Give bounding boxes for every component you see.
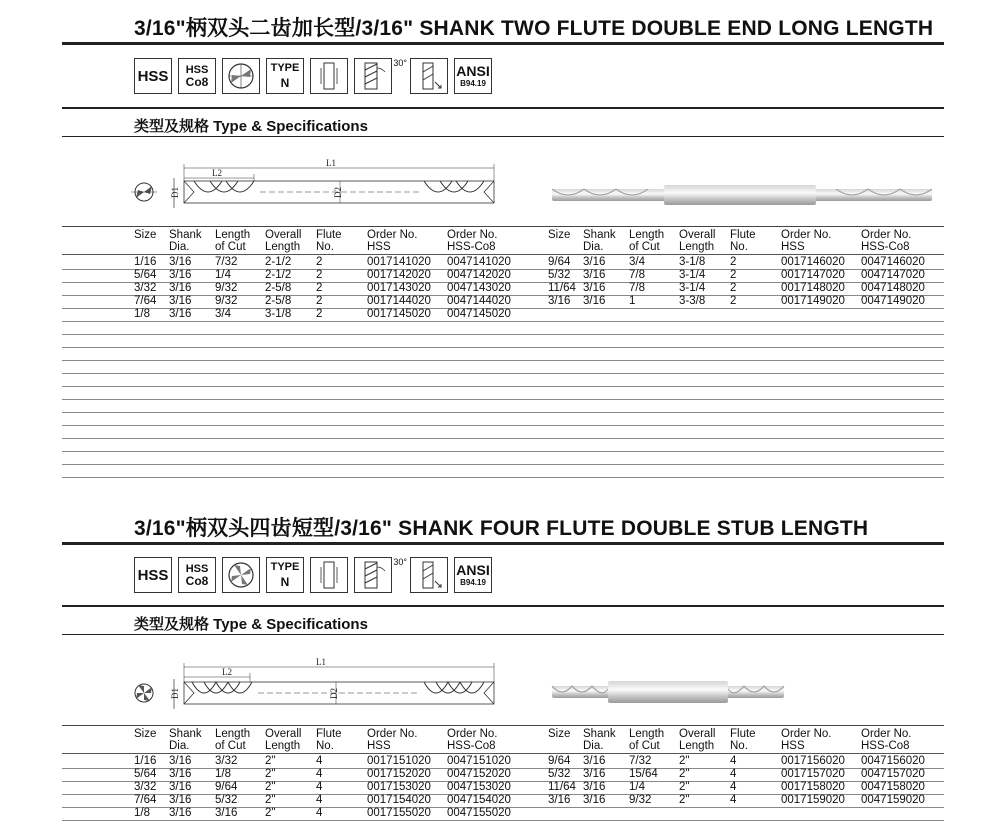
l1-label: L1 xyxy=(316,657,326,667)
two-flute-icon xyxy=(222,58,260,94)
table-cell: 3/16 xyxy=(169,768,192,780)
section-title: 3/16"柄双头二齿加长型/3/16" SHANK TWO FLUTE DOUBLE END LONG LENGTH xyxy=(134,17,934,40)
table-cell: 2-1/2 xyxy=(265,256,292,268)
l2-label: L2 xyxy=(222,667,232,677)
column-header: Overall xyxy=(265,728,302,740)
row-divider xyxy=(62,425,944,426)
section-title: 3/16"柄双头四齿短型/3/16" SHANK FOUR FLUTE DOUBLE STUB LENGTH xyxy=(134,517,869,540)
helix-angle-icon xyxy=(354,557,407,593)
table-cell: 3/16 xyxy=(548,295,571,307)
table-cell: 2" xyxy=(679,794,690,806)
four-flute-icon xyxy=(222,557,260,593)
row-divider xyxy=(62,373,944,374)
column-header: Shank xyxy=(583,728,616,740)
table-cell: 2 xyxy=(730,282,737,294)
table-cell: 0017149020 xyxy=(781,295,845,307)
column-header-sub: Length xyxy=(679,740,715,752)
column-header: Order No. xyxy=(367,229,418,241)
table-cell: 7/32 xyxy=(629,755,652,767)
l1-label: L1 xyxy=(326,158,336,168)
table-cell: 9/64 xyxy=(548,256,571,268)
table-cell: 3/16 xyxy=(583,256,606,268)
helix-angle-label: 30° xyxy=(393,557,407,567)
hss-co8-icon: HSS Co8 xyxy=(178,58,216,94)
table-cell: 5/32 xyxy=(215,794,238,806)
table-cell: 2-5/8 xyxy=(265,282,292,294)
table-cell: 2 xyxy=(316,269,323,281)
ansi-icon: ANSI B94.19 xyxy=(454,58,492,94)
column-header: Order No. xyxy=(861,229,912,241)
tool-drawing xyxy=(130,158,510,218)
column-header: Flute xyxy=(316,728,342,740)
table-cell: 3/16 xyxy=(169,256,192,268)
d1-label: D1 xyxy=(170,688,180,699)
table-cell: 0017142020 xyxy=(367,269,431,281)
table-cell: 2 xyxy=(316,256,323,268)
table-cell: 1/8 xyxy=(215,768,231,780)
table-cell: 0047159020 xyxy=(861,794,925,806)
table-cell: 7/8 xyxy=(629,269,645,281)
column-header-sub: HSS xyxy=(367,740,391,752)
column-header: Flute xyxy=(730,728,756,740)
column-header-sub: Dia. xyxy=(169,740,190,752)
column-header: Shank xyxy=(169,728,202,740)
table-cell: 2 xyxy=(730,256,737,268)
row-divider xyxy=(62,438,944,439)
table-cell: 4 xyxy=(730,755,737,767)
table-cell: 2" xyxy=(679,755,690,767)
column-header: Size xyxy=(548,229,571,241)
table-cell: 2" xyxy=(679,768,690,780)
row-divider xyxy=(62,399,944,400)
column-header: Order No. xyxy=(781,229,832,241)
hss-icon: HSS xyxy=(134,58,172,94)
table-cell: 0017148020 xyxy=(781,282,845,294)
table-cell: 0017145020 xyxy=(367,308,431,320)
column-header: Length xyxy=(629,229,665,241)
table-cell: 0047145020 xyxy=(447,308,511,320)
column-header-sub: No. xyxy=(316,740,334,752)
table-cell: 4 xyxy=(730,781,737,793)
column-header: Shank xyxy=(169,229,202,241)
column-header-sub: HSS-Co8 xyxy=(861,241,910,253)
table-cell: 0047154020 xyxy=(447,794,511,806)
table-cell: 3/16 xyxy=(583,755,606,767)
table-cell: 3/16 xyxy=(583,781,606,793)
table-cell: 1/16 xyxy=(134,256,157,268)
column-header-sub: Dia. xyxy=(583,241,604,253)
table-cell: 2" xyxy=(265,755,276,767)
table-cell: 0017146020 xyxy=(781,256,845,268)
table-cell: 0017143020 xyxy=(367,282,431,294)
end-cut-icon xyxy=(410,58,448,94)
table-cell: 1/16 xyxy=(134,755,157,767)
column-header-sub: HSS xyxy=(781,740,805,752)
table-cell: 2" xyxy=(265,768,276,780)
spec-heading: 类型及规格 Type & Specifications xyxy=(134,118,368,135)
table-cell: 0047156020 xyxy=(861,755,925,767)
table-cell: 7/32 xyxy=(215,256,238,268)
table-cell: 3/32 xyxy=(215,755,238,767)
column-header: Order No. xyxy=(861,728,912,740)
table-cell: 0017153020 xyxy=(367,781,431,793)
column-header: Length xyxy=(215,728,251,740)
column-header-sub: of Cut xyxy=(215,241,246,253)
table-cell: 2" xyxy=(679,781,690,793)
table-cell: 0017156020 xyxy=(781,755,845,767)
table-cell: 0047148020 xyxy=(861,282,925,294)
table-cell: 3-1/4 xyxy=(679,269,706,281)
column-header-sub: No. xyxy=(730,241,748,253)
tool-image xyxy=(548,180,938,210)
table-cell: 3/16 xyxy=(169,755,192,767)
table-cell: 5/64 xyxy=(134,269,157,281)
table-cell: 3/16 xyxy=(169,282,192,294)
end-cut-icon xyxy=(410,557,448,593)
row-divider xyxy=(62,451,944,452)
table-cell: 0017152020 xyxy=(367,768,431,780)
table-cell: 5/32 xyxy=(548,768,571,780)
table-cell: 9/64 xyxy=(548,755,571,767)
table-cell: 3/16 xyxy=(548,794,571,806)
spec-heading: 类型及规格 Type & Specifications xyxy=(134,616,368,633)
table-cell: 5/64 xyxy=(134,768,157,780)
column-header: Order No. xyxy=(447,728,498,740)
table-cell: 3/16 xyxy=(169,308,192,320)
column-header-sub: of Cut xyxy=(215,740,246,752)
table-cell: 2-5/8 xyxy=(265,295,292,307)
column-header-sub: HSS xyxy=(367,241,391,253)
table-cell: 0017154020 xyxy=(367,794,431,806)
table-cell: 4 xyxy=(316,794,323,806)
type-n-icon: TYPE N xyxy=(266,58,304,94)
table-cell: 11/64 xyxy=(548,781,576,793)
table-cell: 2 xyxy=(730,269,737,281)
table-cell: 3-1/8 xyxy=(265,308,292,320)
table-cell: 3/32 xyxy=(134,282,157,294)
column-header: Length xyxy=(215,229,251,241)
table-cell: 3/16 xyxy=(169,295,192,307)
column-header-sub: No. xyxy=(316,241,334,253)
column-header: Size xyxy=(134,728,157,740)
column-header: Size xyxy=(548,728,571,740)
table-cell: 0017157020 xyxy=(781,768,845,780)
shank-icon xyxy=(310,58,348,94)
table-cell: 3/4 xyxy=(629,256,645,268)
row-divider xyxy=(62,360,944,361)
table-cell: 0047143020 xyxy=(447,282,511,294)
table-cell: 3-1/8 xyxy=(679,256,706,268)
table-cell: 3/16 xyxy=(583,768,606,780)
table-cell: 0017155020 xyxy=(367,807,431,819)
column-header: Flute xyxy=(730,229,756,241)
type-n-icon: TYPE N xyxy=(266,557,304,593)
shank-icon xyxy=(310,557,348,593)
table-cell: 0017141020 xyxy=(367,256,431,268)
table-cell: 0017159020 xyxy=(781,794,845,806)
table-cell: 4 xyxy=(316,768,323,780)
row-divider xyxy=(62,386,944,387)
table-cell: 3-1/4 xyxy=(679,282,706,294)
column-header-sub: Length xyxy=(265,740,301,752)
icons-rule xyxy=(62,107,944,109)
table-cell: 15/64 xyxy=(629,768,658,780)
table-cell: 3/16 xyxy=(215,807,238,819)
table-cell: 4 xyxy=(316,781,323,793)
table-cell: 1 xyxy=(629,295,636,307)
column-header-sub: Dia. xyxy=(169,241,190,253)
table-cell: 2-1/2 xyxy=(265,269,292,281)
table-cell: 2 xyxy=(316,282,323,294)
hss-icon: HSS xyxy=(134,557,172,593)
column-header-sub: HSS-Co8 xyxy=(447,241,496,253)
column-header: Length xyxy=(629,728,665,740)
column-header: Order No. xyxy=(781,728,832,740)
row-divider xyxy=(62,477,944,478)
table-cell: 0047144020 xyxy=(447,295,511,307)
table-cell: 0047158020 xyxy=(861,781,925,793)
spec-rule xyxy=(62,136,944,137)
row-divider xyxy=(62,254,944,255)
table-cell: 2 xyxy=(730,295,737,307)
table-cell: 3/32 xyxy=(134,781,157,793)
table-cell: 9/32 xyxy=(215,295,238,307)
table-cell: 2" xyxy=(265,781,276,793)
table-cell: 0047141020 xyxy=(447,256,511,268)
column-header: Overall xyxy=(679,229,716,241)
feature-icons xyxy=(134,557,492,593)
table-cell: 0017144020 xyxy=(367,295,431,307)
column-header-sub: Length xyxy=(679,241,715,253)
column-header: Overall xyxy=(265,229,302,241)
column-header-sub: HSS-Co8 xyxy=(447,740,496,752)
title-rule xyxy=(62,542,944,545)
table-cell: 1/4 xyxy=(629,781,645,793)
table-cell: 4 xyxy=(316,755,323,767)
table-cell: 3/16 xyxy=(169,781,192,793)
table-cell: 0047153020 xyxy=(447,781,511,793)
column-header-sub: Length xyxy=(265,241,301,253)
column-header: Overall xyxy=(679,728,716,740)
row-divider xyxy=(62,321,944,322)
table-cell: 0017158020 xyxy=(781,781,845,793)
row-divider xyxy=(62,820,944,821)
helix-angle-label: 30° xyxy=(393,58,407,68)
table-cell: 4 xyxy=(316,807,323,819)
table-cell: 2" xyxy=(265,807,276,819)
table-cell: 4 xyxy=(730,794,737,806)
table-cell: 0047152020 xyxy=(447,768,511,780)
table-cell: 7/8 xyxy=(629,282,645,294)
row-divider xyxy=(62,753,944,754)
feature-icons xyxy=(134,58,492,94)
hss-co8-icon: HSS Co8 xyxy=(178,557,216,593)
column-header-sub: No. xyxy=(730,740,748,752)
table-cell: 0047146020 xyxy=(861,256,925,268)
table-cell: 3/16 xyxy=(583,295,606,307)
table-cell: 7/64 xyxy=(134,295,157,307)
column-header: Size xyxy=(134,229,157,241)
table-cell: 0017147020 xyxy=(781,269,845,281)
table-cell: 9/64 xyxy=(215,781,238,793)
table-cell: 9/32 xyxy=(215,282,238,294)
column-header-sub: Dia. xyxy=(583,740,604,752)
row-divider xyxy=(62,334,944,335)
table-cell: 0047157020 xyxy=(861,768,925,780)
table-cell: 3/16 xyxy=(583,269,606,281)
table-cell: 3/16 xyxy=(583,282,606,294)
table-cell: 3-3/8 xyxy=(679,295,706,307)
d2-label: D2 xyxy=(329,688,339,699)
row-divider xyxy=(62,464,944,465)
table-cell: 4 xyxy=(730,768,737,780)
table-cell: 3/16 xyxy=(583,794,606,806)
tool-image xyxy=(548,677,788,707)
table-cell: 1/8 xyxy=(134,807,150,819)
column-header: Shank xyxy=(583,229,616,241)
table-cell: 1/8 xyxy=(134,308,150,320)
table-cell: 2 xyxy=(316,295,323,307)
table-cell: 0047147020 xyxy=(861,269,925,281)
table-cell: 2 xyxy=(316,308,323,320)
table-cell: 2" xyxy=(265,794,276,806)
table-cell: 0047151020 xyxy=(447,755,511,767)
column-header-sub: of Cut xyxy=(629,241,660,253)
table-cell: 11/64 xyxy=(548,282,576,294)
l2-label: L2 xyxy=(212,168,222,178)
spec-rule xyxy=(62,634,944,635)
table-cell: 3/16 xyxy=(169,794,192,806)
column-header-sub: HSS xyxy=(781,241,805,253)
column-header-sub: of Cut xyxy=(629,740,660,752)
table-cell: 3/16 xyxy=(169,807,192,819)
column-header-sub: HSS-Co8 xyxy=(861,740,910,752)
row-divider xyxy=(62,412,944,413)
column-header: Order No. xyxy=(447,229,498,241)
icons-rule xyxy=(62,605,944,607)
helix-angle-icon xyxy=(354,58,407,94)
table-cell: 0017151020 xyxy=(367,755,431,767)
table-cell: 3/4 xyxy=(215,308,231,320)
table-cell: 0047142020 xyxy=(447,269,511,281)
table-cell: 5/32 xyxy=(548,269,571,281)
tool-drawing xyxy=(130,655,510,715)
section-four-flute xyxy=(0,500,1000,826)
table-cell: 9/32 xyxy=(629,794,652,806)
row-divider xyxy=(62,347,944,348)
title-rule xyxy=(62,42,944,45)
d1-label: D1 xyxy=(170,187,180,198)
table-cell: 0047149020 xyxy=(861,295,925,307)
table-cell: 3/16 xyxy=(169,269,192,281)
table-cell: 0047155020 xyxy=(447,807,511,819)
d2-label: D2 xyxy=(333,187,343,198)
ansi-icon: ANSI B94.19 xyxy=(454,557,492,593)
table-cell: 7/64 xyxy=(134,794,157,806)
column-header: Order No. xyxy=(367,728,418,740)
table-cell: 1/4 xyxy=(215,269,231,281)
column-header: Flute xyxy=(316,229,342,241)
